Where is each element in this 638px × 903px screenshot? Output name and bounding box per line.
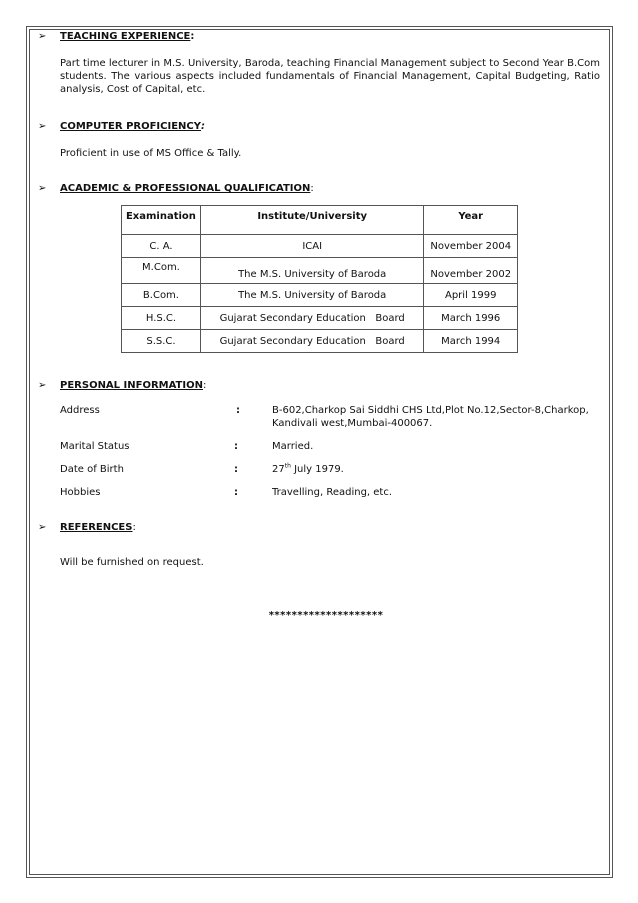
table-cell: H.S.C. <box>122 307 201 330</box>
references-title-colon: : <box>132 522 136 533</box>
arrow-bullet-icon: ➢ <box>38 183 47 194</box>
personal-colon: : <box>236 405 240 416</box>
personal-title: PERSONAL INFORMATION <box>60 380 203 391</box>
qualification-table <box>121 205 518 353</box>
resume-content <box>38 24 600 622</box>
personal-value: Travelling, Reading, etc. <box>272 487 393 498</box>
table-row <box>122 330 518 353</box>
table-cell: C. A. <box>122 235 201 258</box>
academic-title-colon: : <box>310 183 314 194</box>
table-cell: November 2004 <box>424 235 518 258</box>
personal-label: Hobbies <box>60 487 101 498</box>
teaching-heading <box>38 30 600 43</box>
references-heading <box>38 521 600 534</box>
personal-heading <box>38 379 600 392</box>
personal-colon: : <box>234 441 238 452</box>
computer-text: Proficient in use of MS Office & Tally. <box>60 148 242 159</box>
table-cell: March 1996 <box>424 307 518 330</box>
footer-stars: ******************** <box>268 610 384 621</box>
personal-label: Address <box>60 405 100 416</box>
table-cell: M.Com. <box>122 258 201 284</box>
personal-title-colon: : <box>202 380 207 391</box>
table-cell: April 1999 <box>424 284 518 307</box>
academic-heading <box>38 182 600 195</box>
table-header-cell: Examination <box>122 206 201 235</box>
table-cell: March 1994 <box>424 330 518 353</box>
table-header-cell: Institute/University <box>200 206 424 235</box>
personal-colon: : <box>234 464 238 475</box>
table-cell: B.Com. <box>122 284 201 307</box>
table-row <box>122 235 518 258</box>
personal-row-marital <box>38 440 600 463</box>
personal-value: Married. <box>272 441 314 452</box>
personal-row-hobbies <box>38 486 600 509</box>
table-cell: Gujarat Secondary Education Board <box>200 330 424 353</box>
references-section <box>38 521 600 569</box>
teaching-section <box>38 30 600 96</box>
computer-section <box>38 120 600 160</box>
table-cell: November 2002 <box>424 258 518 284</box>
teaching-text: Part time lecturer in M.S. University, Baroda, teaching Financial Management subject to Second Year B.Com students. The various aspects included fundamentals of Financial Management, Capital Budgeting, Ratio analysis, Cost of Capital, etc. <box>60 58 600 95</box>
table-header-row <box>122 206 518 235</box>
computer-title: COMPUTER PROFICIENCY <box>60 121 201 132</box>
table-cell: S.S.C. <box>122 330 201 353</box>
table-header-cell: Year <box>424 206 518 235</box>
references-title: REFERENCES <box>60 522 133 533</box>
personal-label: Marital Status <box>60 441 130 452</box>
table-row <box>122 258 518 284</box>
table-cell: The M.S. University of Baroda <box>200 258 424 284</box>
arrow-bullet-icon: ➢ <box>38 121 47 132</box>
personal-section <box>38 379 600 509</box>
arrow-bullet-icon: ➢ <box>38 31 47 42</box>
personal-label: Date of Birth <box>60 464 124 475</box>
arrow-bullet-icon: ➢ <box>38 380 47 391</box>
personal-row-address <box>38 404 600 440</box>
academic-section <box>38 182 600 353</box>
dob-rest: July 1979. <box>290 464 344 475</box>
teaching-title-colon: : <box>190 31 195 42</box>
dob-ordinal: th <box>284 462 291 470</box>
personal-value: B-602,Charkop Sai Siddhi CHS Ltd,Plot No.12,Sector-8,Charkop, Kandivali west,Mumbai-400067. <box>272 405 589 429</box>
table-cell: The M.S. University of Baroda <box>200 284 424 307</box>
table-row <box>122 307 518 330</box>
table-row <box>122 284 518 307</box>
dob-day: 27 <box>272 464 285 475</box>
table-cell: ICAI <box>200 235 424 258</box>
personal-value <box>272 463 602 476</box>
computer-title-colon: : <box>201 121 205 132</box>
academic-title: ACADEMIC & PROFESSIONAL QUALIFICATION <box>60 183 311 194</box>
teaching-title: TEACHING EXPERIENCE <box>60 31 191 42</box>
table-cell: Gujarat Secondary Education Board <box>200 307 424 330</box>
arrow-bullet-icon: ➢ <box>38 522 47 533</box>
personal-row-dob <box>38 463 600 486</box>
references-text: Will be furnished on request. <box>60 557 204 568</box>
computer-heading <box>38 120 600 133</box>
personal-colon: : <box>234 487 238 498</box>
